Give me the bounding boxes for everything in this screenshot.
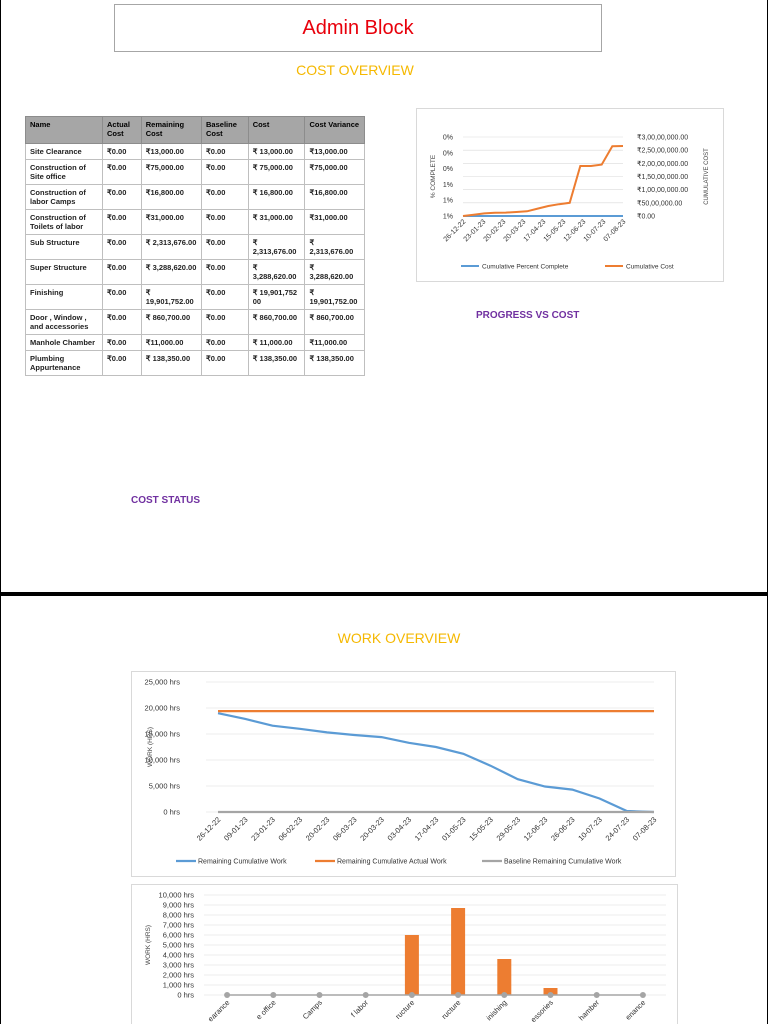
table-row: [26, 335, 365, 351]
table-cell-actual: ₹0.00: [103, 310, 142, 335]
x-tick-label: 17-04-23: [522, 218, 548, 244]
x-tick-label: 20-03-23: [502, 218, 528, 244]
y-right-tick-label: ₹1,00,00,000.00: [637, 187, 689, 195]
data-point: [548, 992, 554, 998]
table-cell-baseline: ₹0.00: [202, 335, 249, 351]
y-tick-label: 9,000 hrs: [162, 900, 194, 910]
y-tick-label: 2,000 hrs: [162, 970, 194, 980]
table-cell-actual: ₹0.00: [103, 351, 142, 376]
y-axis-label: WORK (HRS): [147, 726, 154, 768]
table-cell-cost: ₹ 19,901,752 00: [248, 285, 305, 310]
x-tick-label: 06-02-23: [276, 815, 305, 843]
y-axis-label: WORK (HRS): [145, 924, 152, 966]
y-left-axis-label: % COMPLETE: [430, 154, 437, 199]
table-cell-cost: ₹ 138,350.00: [248, 351, 305, 376]
table-cell-remaining: ₹ 19,901,752.00: [141, 285, 201, 310]
table-cell-baseline: ₹0.00: [202, 235, 249, 260]
table-row: [26, 144, 365, 160]
column-header: Baseline Cost: [202, 117, 249, 144]
data-point: [455, 992, 461, 998]
remaining-work-chart: [132, 672, 675, 876]
y-tick-label: 25,000 hrs: [144, 677, 180, 687]
table-cell-variance: ₹31,000.00: [305, 210, 365, 235]
x-tick-label: 12-06-23: [562, 218, 588, 244]
x-tick-label: f labor: [349, 998, 371, 1020]
x-tick-label: 23-01-23: [462, 218, 488, 244]
x-tick-label: 24-07-23: [603, 815, 632, 843]
y-left-tick-label: 1%: [442, 197, 453, 205]
table-cell-actual: ₹0.00: [103, 185, 142, 210]
x-tick-label: 10-07-23: [576, 815, 604, 843]
table-row: [26, 160, 365, 185]
task-work-chart-frame: [131, 884, 678, 1024]
bar: [451, 908, 465, 995]
table-cell-variance: ₹11,000.00: [305, 335, 365, 351]
x-tick-label: 23-01-23: [249, 815, 277, 843]
data-point: [224, 992, 230, 998]
remaining-work-chart-frame: [131, 671, 676, 877]
table-cell-name: Construction of Site office: [26, 160, 103, 185]
table-cell-variance: ₹ 860,700.00: [305, 310, 365, 335]
x-tick-label: 07-08-23: [630, 815, 659, 843]
data-point: [594, 992, 600, 998]
work-overview-heading: WORK OVERVIEW: [337, 630, 461, 646]
table-cell-cost: ₹ 16,800.00: [248, 185, 305, 210]
progress-vs-cost-chart: [417, 109, 723, 281]
table-body: [26, 144, 365, 376]
table-cell-baseline: ₹0.00: [202, 351, 249, 376]
table-cell-remaining: ₹11,000.00: [141, 335, 201, 351]
table-cell-cost: ₹ 75,000.00: [248, 160, 305, 185]
table-cell-remaining: ₹16,800.00: [141, 185, 201, 210]
x-tick-label: enance: [623, 998, 648, 1022]
table-cell-baseline: ₹0.00: [202, 285, 249, 310]
data-point: [270, 992, 276, 998]
progress-vs-cost-chart-frame: [416, 108, 724, 282]
x-tick-label: 20-02-23: [482, 218, 508, 244]
table-cell-cost: ₹ 3,288,620.00: [248, 260, 305, 285]
table-cell-name: Sub Structure: [26, 235, 103, 260]
x-tick-label: 26-12-22: [442, 218, 468, 244]
table-cell-baseline: ₹0.00: [202, 160, 249, 185]
table-cell-variance: ₹ 2,313,676.00: [305, 235, 365, 260]
column-header: Cost Variance: [305, 117, 365, 144]
legend-label: Remaining Cumulative Actual Work: [337, 858, 447, 866]
table-cell-cost: ₹ 31,000.00: [248, 210, 305, 235]
table-cell-remaining: ₹ 2,313,676.00: [141, 235, 201, 260]
legend-label: Cumulative Cost: [626, 263, 674, 271]
table-cell-name: Site Clearance: [26, 144, 103, 160]
cost-overview-heading: COST OVERVIEW: [296, 62, 414, 78]
x-tick-label: hamber: [576, 998, 602, 1023]
page-title: Admin Block: [302, 17, 414, 39]
y-right-tick-label: ₹50,00,000.00: [637, 200, 683, 208]
table-cell-variance: ₹ 138,350.00: [305, 351, 365, 376]
table-cell-name: Construction of labor Camps: [26, 185, 103, 210]
table-cell-remaining: ₹ 860,700.00: [141, 310, 201, 335]
x-tick-label: Camps: [300, 998, 324, 1022]
table-cell-actual: ₹0.00: [103, 335, 142, 351]
legend-label: Remaining Cumulative Work: [198, 858, 287, 866]
page-cost-overview: [1, 0, 767, 592]
x-tick-label: e office: [254, 998, 278, 1022]
y-left-tick-label: 1%: [442, 213, 453, 221]
y-right-tick-label: ₹2,00,00,000.00: [637, 160, 689, 168]
table-cell-remaining: ₹ 138,350.00: [141, 351, 201, 376]
y-left-tick-label: 0%: [442, 166, 453, 174]
column-header: Remaining Cost: [141, 117, 201, 144]
table-cell-baseline: ₹0.00: [202, 185, 249, 210]
bar: [405, 935, 419, 995]
table-cell-name: Manhole Chamber: [26, 335, 103, 351]
column-header: Name: [26, 117, 103, 144]
x-tick-label: 17-04-23: [412, 815, 441, 843]
y-tick-label: 10,000 hrs: [144, 755, 180, 765]
y-right-tick-label: ₹0.00: [637, 213, 656, 221]
table-cell-variance: ₹16,800.00: [305, 185, 365, 210]
series-line-remaining-cumulative-work: [218, 713, 654, 812]
table-cell-baseline: ₹0.00: [202, 260, 249, 285]
table-cell-name: Plumbing Appurtenance: [26, 351, 103, 376]
data-point: [409, 992, 415, 998]
title-box: [114, 4, 602, 52]
cost-status-table: [25, 116, 365, 376]
table-row: [26, 210, 365, 235]
table-cell-variance: ₹75,000.00: [305, 160, 365, 185]
x-tick-label: 26-06-23: [549, 815, 577, 843]
y-left-tick-label: 1%: [442, 181, 453, 189]
page-work-overview: [1, 596, 767, 1024]
x-tick-label: 20-02-23: [303, 815, 332, 843]
y-right-tick-label: ₹1,50,00,000.00: [637, 174, 689, 181]
legend-label: Baseline Remaining Cumulative Work: [504, 858, 622, 866]
x-tick-label: 03-04-23: [385, 815, 414, 843]
bar: [497, 959, 511, 995]
table-cell-actual: ₹0.00: [103, 160, 142, 185]
y-tick-label: 0 hrs: [163, 807, 180, 817]
y-left-tick-label: 0%: [442, 134, 453, 142]
y-tick-label: 5,000 hrs: [162, 940, 194, 950]
x-tick-label: 10-07-23: [582, 218, 608, 244]
task-work-chart: [132, 885, 677, 1024]
x-tick-label: earance: [205, 998, 232, 1024]
y-tick-label: 5,000 hrs: [148, 781, 180, 791]
table-cell-remaining: ₹ 3,288,620.00: [141, 260, 201, 285]
y-right-axis-label: CUMULATIVE COST: [704, 148, 710, 205]
data-point: [501, 992, 507, 998]
y-tick-label: 6,000 hrs: [162, 930, 194, 940]
x-tick-label: 20-03-23: [358, 815, 386, 843]
table-cell-variance: ₹ 3,288,620.00: [305, 260, 365, 285]
data-point: [363, 992, 369, 998]
table-cell-baseline: ₹0.00: [202, 144, 249, 160]
table-cell-name: Door , Window , and accessories: [26, 310, 103, 335]
table-cell-baseline: ₹0.00: [202, 310, 249, 335]
x-tick-label: 12-06-23: [521, 815, 550, 843]
cost-status-caption: COST STATUS: [131, 495, 201, 506]
x-tick-label: 01-05-23: [440, 815, 468, 843]
table-cell-actual: ₹0.00: [103, 285, 142, 310]
progress-vs-cost-caption: PROGRESS VS COST: [476, 310, 580, 321]
y-tick-label: 1,000 hrs: [162, 980, 194, 990]
table-cell-cost: ₹ 13,000.00: [248, 144, 305, 160]
table-cell-remaining: ₹31,000.00: [141, 210, 201, 235]
table-cell-name: Construction of Toilets of labor: [26, 210, 103, 235]
table-cell-cost: ₹ 2,313,676.00: [248, 235, 305, 260]
x-tick-label: 09-01-23: [222, 815, 250, 843]
x-tick-label: inishing: [484, 998, 509, 1023]
table-cell-remaining: ₹13,000.00: [141, 144, 201, 160]
column-header: Cost: [248, 117, 305, 144]
table-cell-name: Super Structure: [26, 260, 103, 285]
table-row: [26, 351, 365, 376]
table-cell-cost: ₹ 860,700.00: [248, 310, 305, 335]
table-row: [26, 310, 365, 335]
x-tick-label: 07-08-23: [602, 218, 628, 244]
table-cell-cost: ₹ 11,000.00: [248, 335, 305, 351]
table-cell-variance: ₹ 19,901,752.00: [305, 285, 365, 310]
y-right-tick-label: ₹3,00,00,000.00: [637, 134, 689, 142]
table-row: [26, 185, 365, 210]
y-tick-label: 0 hrs: [177, 990, 194, 1000]
table-cell-baseline: ₹0.00: [202, 210, 249, 235]
column-header: Actual Cost: [103, 117, 142, 144]
table-row: [26, 235, 365, 260]
table-cell-actual: ₹0.00: [103, 144, 142, 160]
x-tick-label: ructure: [393, 998, 417, 1021]
y-right-tick-label: ₹2,50,00,000.00: [637, 147, 689, 155]
table-cell-actual: ₹0.00: [103, 210, 142, 235]
table-cell-variance: ₹13,000.00: [305, 144, 365, 160]
y-tick-label: 10,000 hrs: [158, 890, 194, 900]
table-cell-actual: ₹0.00: [103, 235, 142, 260]
y-tick-label: 7,000 hrs: [162, 920, 194, 930]
x-tick-label: 15-05-23: [467, 815, 495, 843]
x-tick-label: 15-05-23: [542, 218, 568, 244]
table-cell-name: Finishing: [26, 285, 103, 310]
y-tick-label: 15,000 hrs: [144, 729, 180, 739]
table-row: [26, 285, 365, 310]
y-left-tick-label: 0%: [442, 150, 453, 158]
data-point: [640, 992, 646, 998]
series-line-cumulative-cost: [463, 146, 623, 216]
table-header-row: [26, 117, 365, 144]
table-row: [26, 260, 365, 285]
y-tick-label: 20,000 hrs: [144, 703, 180, 713]
legend-label: Cumulative Percent Complete: [482, 263, 569, 271]
x-tick-label: ructure: [439, 998, 463, 1021]
table-cell-actual: ₹0.00: [103, 260, 142, 285]
x-tick-label: 06-03-23: [331, 815, 359, 843]
table-cell-remaining: ₹75,000.00: [141, 160, 201, 185]
y-tick-label: 3,000 hrs: [162, 960, 194, 970]
x-tick-label: 26-12-22: [194, 815, 223, 843]
y-tick-label: 8,000 hrs: [162, 910, 194, 920]
y-tick-label: 4,000 hrs: [162, 950, 194, 960]
x-tick-label: essories: [528, 998, 555, 1024]
data-point: [317, 992, 323, 998]
x-tick-label: 29-05-23: [494, 815, 523, 843]
